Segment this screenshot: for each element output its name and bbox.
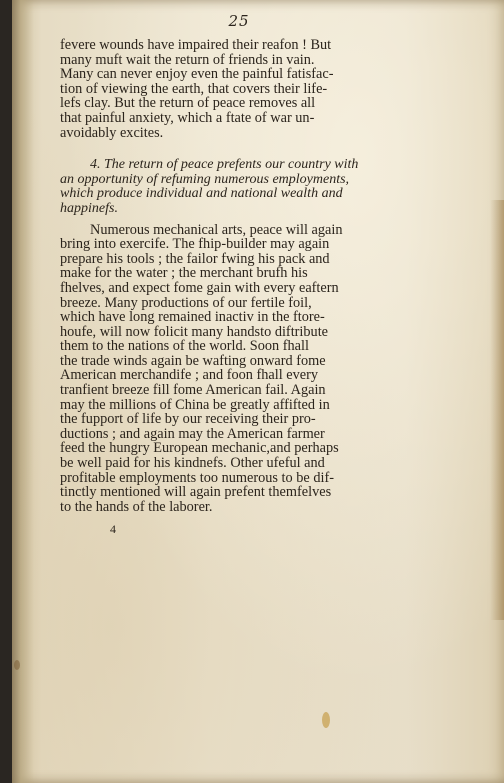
text-line: fevere wounds have impaired their reafon ! But bbox=[60, 37, 332, 53]
signature-mark: 4 bbox=[110, 522, 116, 537]
text-line: ductions ; and again may the American farmer bbox=[60, 425, 325, 442]
heading-line: which produce individual and national wealth and bbox=[60, 186, 343, 202]
text-line: tinctly mentioned will again prefent themfelves bbox=[60, 484, 332, 501]
stain-mark bbox=[322, 712, 330, 728]
text-line: lefs clay. But the return of peace removes all bbox=[60, 95, 316, 112]
paper-page bbox=[12, 0, 504, 783]
text-line: breeze. Many productions of our fertile foil, bbox=[60, 294, 312, 311]
text-line: be well paid for his kindnefs. Other ufeful and bbox=[60, 455, 325, 472]
page-edge-shadow bbox=[490, 200, 504, 620]
text-line: the fupport of life by our receiving their pro- bbox=[60, 411, 316, 428]
text-line: bring into exercife. The fhip-builder may again bbox=[60, 236, 330, 253]
text-line: that painful anxiety, which a ftate of war un- bbox=[60, 109, 315, 126]
text-line: which have long remained inactiv in the ftore- bbox=[60, 309, 325, 326]
text-line: Numerous mechanical arts, peace will again bbox=[90, 221, 343, 238]
text-line: them to the nations of the world. Soon fhall bbox=[60, 338, 309, 355]
text-line: profitable employments too numerous to be dif- bbox=[60, 469, 334, 486]
text-line: the trade winds again be wafting onward fome bbox=[60, 352, 326, 369]
paragraph-1 bbox=[60, 38, 396, 140]
paragraph-2 bbox=[60, 223, 396, 515]
text-line: American merchandife ; and foon fhall every bbox=[60, 367, 319, 384]
stain-mark bbox=[14, 660, 20, 670]
heading-line: an opportunity of refuming numerous employments, bbox=[60, 171, 350, 187]
text-line: Many can never enjoy even the painful fatisfac- bbox=[60, 66, 334, 83]
text-line: houfe, will now folicit many handsto diftribute bbox=[60, 323, 329, 340]
text-line: avoidably excites. bbox=[60, 124, 164, 141]
text-line: make for the water ; the merchant brufh his bbox=[60, 265, 308, 282]
heading-line: 4. The return of peace prefents our country with bbox=[90, 157, 359, 173]
section-heading bbox=[60, 158, 396, 216]
text-line: feed the hungry European mechanic,and perhaps bbox=[60, 440, 339, 457]
text-line: tion of viewing the earth, that covers their life- bbox=[60, 80, 328, 97]
text-line: many muft wait the return of friends in vain. bbox=[60, 51, 315, 68]
page-number: 25 bbox=[228, 12, 250, 30]
text-line: to the hands of the laborer. bbox=[60, 498, 213, 515]
page-text bbox=[60, 12, 396, 537]
heading-line: happinefs. bbox=[60, 200, 118, 216]
text-line: may the millions of China be greatly affifted in bbox=[60, 396, 330, 413]
text-line: prepare his tools ; the failor fwing his pack and bbox=[60, 250, 330, 267]
text-line: fhelves, and expect fome gain with every eaftern bbox=[60, 279, 339, 296]
text-line: tranfient breeze fill fome American fail. Again bbox=[60, 382, 326, 399]
